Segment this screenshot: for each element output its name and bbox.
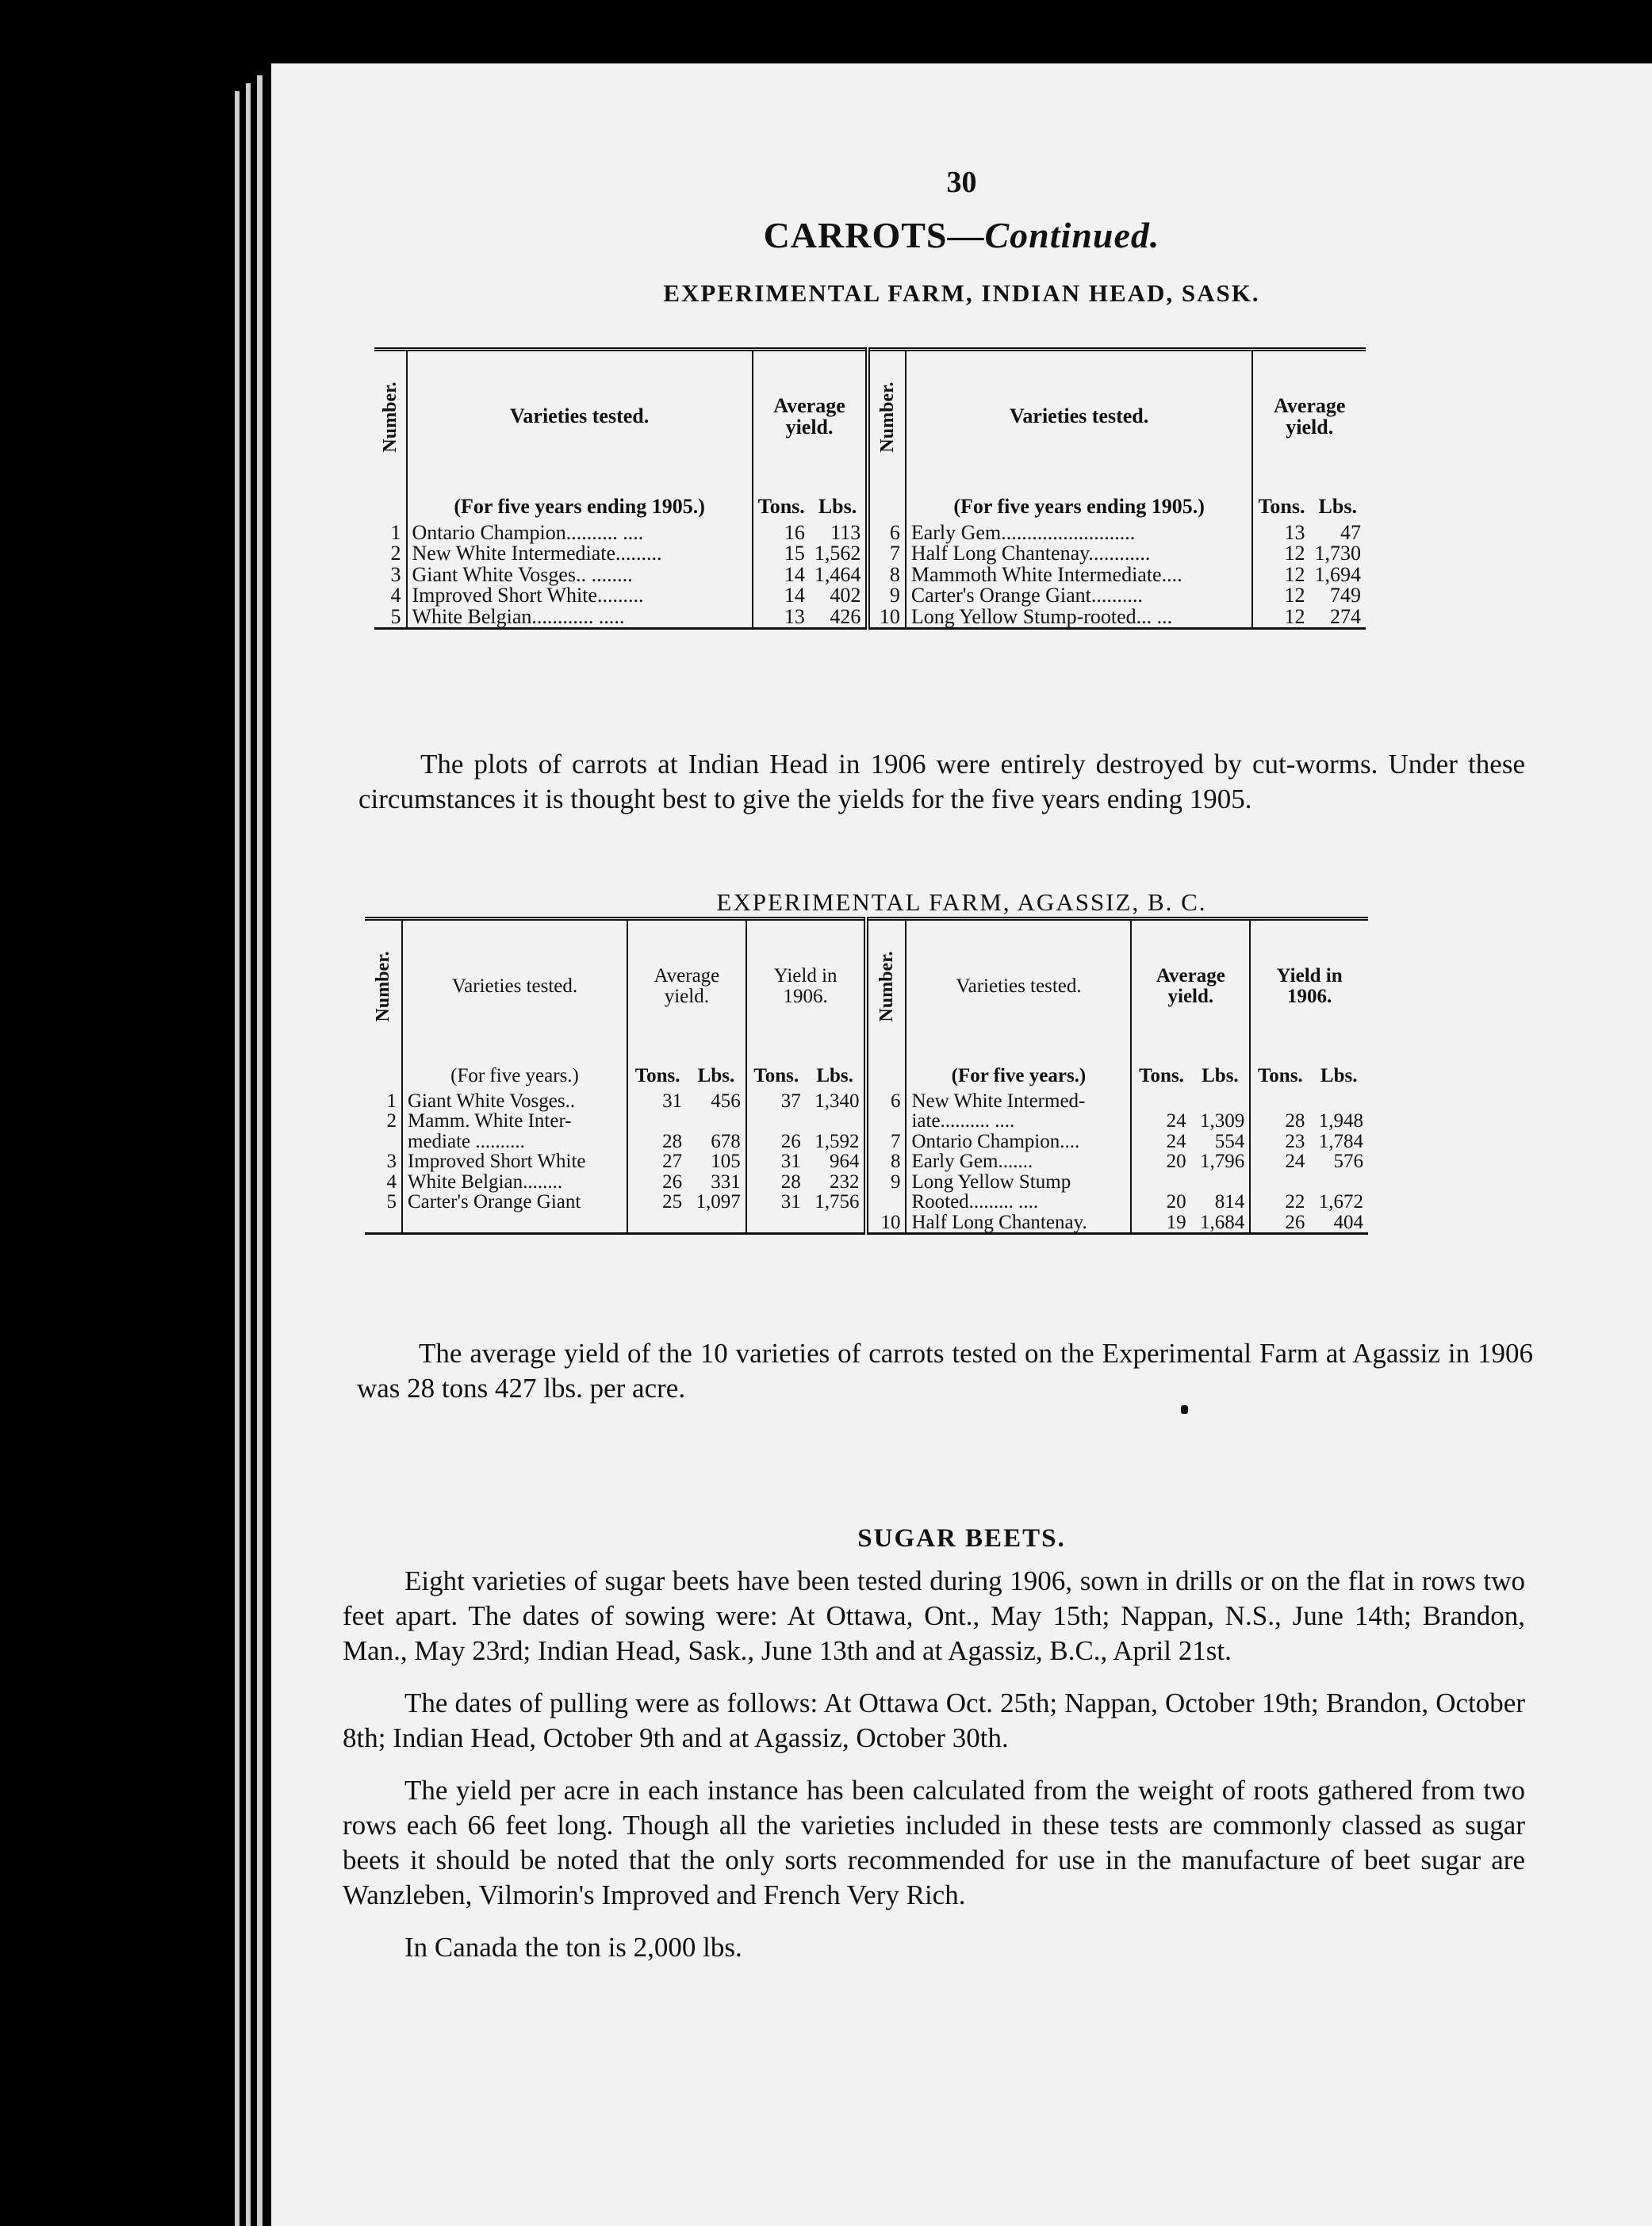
avg-tons: 31 <box>627 1091 687 1112</box>
tons-value: 14 <box>753 565 810 586</box>
variety-name: Mamm. White Inter- <box>402 1111 627 1132</box>
column-header-number: Number. <box>868 350 906 483</box>
table-row <box>365 1111 1368 1132</box>
agassiz-note: The average yield of the 10 varieties of carrots tested on the Experimental Farm at Agassiz in 1906 was 28 tons 427 lbs. per acre. <box>357 1338 1533 1404</box>
row-number: 7 <box>866 1132 906 1152</box>
page-edge <box>235 91 240 2226</box>
variety-name: Giant White Vosges.. ........ <box>407 565 753 586</box>
row-number: 10 <box>866 1213 906 1234</box>
unit-lbs: Lbs. <box>816 1065 853 1086</box>
row-number: 7 <box>868 543 906 565</box>
period-label: (For five years ending 1905.) <box>906 482 1253 523</box>
sugar-beets-title: SUGAR BEETS. <box>857 1524 1066 1553</box>
row-number: 8 <box>866 1151 906 1172</box>
column-header-number: Number. <box>379 381 401 453</box>
blank-cell <box>687 1213 746 1234</box>
period-label: (For five years ending 1905.) <box>407 482 753 523</box>
tons-value: 16 <box>753 523 810 544</box>
column-header-varieties: Varieties tested. <box>906 919 1131 1052</box>
tons-value: 12 <box>1252 585 1309 607</box>
row-number: 5 <box>390 604 401 628</box>
tons-value: 13 <box>753 607 810 629</box>
column-header-average-yield: Average yield. <box>627 919 746 1052</box>
blank-cell <box>868 482 906 523</box>
tons-value: 14 <box>753 585 810 607</box>
title-main: CARROTS— <box>763 215 985 255</box>
sugar-beets-body <box>343 1564 1525 1965</box>
variety-name: Giant White Vosges.. <box>402 1091 627 1112</box>
y1906-lbs: 232 <box>829 1170 860 1193</box>
avg-lbs: 1,097 <box>696 1191 741 1213</box>
indian-head-note: The plots of carrots at Indian Head in 1906 were entirely destroyed by cut-worms. Under these circumstances it is thought best to give the yields for the five years ending 1905. <box>358 749 1525 814</box>
row-number: 4 <box>386 1170 397 1193</box>
paragraph: The yield per acre in each instance has been calculated from the weight of roots gathered from two rows each 66 feet long. Though all the varieties included in these tests are commonly classed as sugar beets it should be noted that the only sorts recommended for use in the manufacture of beet sugar are Wanzleben, Vilmorin's Improved and French Very Rich. <box>343 1775 1525 1910</box>
y1906-lbs: 1,756 <box>815 1191 860 1213</box>
avg-tons <box>1131 1091 1190 1112</box>
blank-cell <box>806 1213 867 1234</box>
variety-name: Long Yellow Stump <box>906 1172 1131 1193</box>
unit-lbs: Lbs. <box>1320 1065 1358 1086</box>
avg-lbs <box>687 1111 746 1132</box>
lbs-value: 749 <box>1330 584 1361 607</box>
y1906-lbs <box>1309 1172 1368 1193</box>
row-number <box>866 1192 906 1213</box>
unit-tons: Tons. <box>746 1052 806 1091</box>
column-header-varieties: Varieties tested. <box>402 919 627 1052</box>
unit-lbs: Lbs. <box>1318 495 1357 518</box>
column-header-varieties: Varieties tested. <box>407 350 753 483</box>
row-number: 4 <box>390 584 401 607</box>
speck <box>1181 1405 1188 1414</box>
y1906-lbs <box>1309 1091 1368 1112</box>
table-row <box>365 1151 1368 1172</box>
title-continued: Continued. <box>984 215 1160 255</box>
column-header-average-yield: Average yield. <box>1252 350 1366 483</box>
tons-value: 12 <box>1252 565 1309 586</box>
y1906-tons: 31 <box>746 1192 806 1213</box>
tons-value: 12 <box>1252 543 1309 565</box>
avg-lbs <box>1191 1172 1251 1193</box>
blank-cell <box>365 1052 402 1091</box>
y1906-tons: 28 <box>746 1172 806 1193</box>
period-label: (For five years.) <box>402 1052 627 1091</box>
document-page <box>271 63 1652 2226</box>
avg-tons <box>1131 1172 1190 1193</box>
avg-tons: 26 <box>627 1172 687 1193</box>
section-heading-indian-head: EXPERIMENTAL FARM, INDIAN HEAD, SASK. <box>663 279 1260 307</box>
avg-lbs: 678 <box>711 1130 741 1152</box>
column-header-number: Number. <box>372 950 393 1022</box>
y1906-tons: 23 <box>1250 1132 1309 1152</box>
table-row <box>365 1091 1368 1112</box>
tons-value: 15 <box>753 543 810 565</box>
unit-tons: Tons. <box>1252 482 1309 523</box>
paragraph: The dates of pulling were as follows: At Ottawa Oct. 25th; Nappan, October 19th; Brandon, October 8th; Indian Head, October 9th and at Agassiz, October 30th. <box>343 1688 1525 1753</box>
y1906-lbs: 576 <box>1333 1151 1363 1172</box>
table-row <box>374 523 1366 544</box>
avg-tons: 20 <box>1131 1192 1190 1213</box>
row-number: 1 <box>386 1090 397 1112</box>
lbs-value: 274 <box>1330 604 1361 628</box>
variety-name: White Belgian........ <box>402 1172 627 1193</box>
variety-name: Long Yellow Stump-rooted... ... <box>906 607 1253 629</box>
y1906-lbs: 1,948 <box>1318 1110 1363 1132</box>
row-number: 3 <box>390 562 401 586</box>
period-label: (For five years.) <box>906 1052 1131 1091</box>
row-number: 6 <box>868 523 906 544</box>
avg-lbs: 554 <box>1214 1130 1245 1152</box>
variety-name: Improved Short White <box>402 1151 627 1172</box>
lbs-value: 1,694 <box>1314 562 1361 586</box>
y1906-tons: 31 <box>746 1151 806 1172</box>
blank-cell <box>866 1052 906 1091</box>
y1906-lbs: 404 <box>1333 1211 1363 1233</box>
y1906-lbs <box>806 1111 867 1132</box>
table-row <box>374 607 1366 629</box>
row-number: 2 <box>386 1110 397 1132</box>
column-header-yield-1906: Yield in 1906. <box>1250 919 1368 1052</box>
row-number: 3 <box>386 1151 397 1172</box>
page-title <box>271 214 1652 256</box>
row-number: 8 <box>868 565 906 586</box>
column-header-average-yield: Average yield. <box>753 350 868 483</box>
variety-name: Early Gem....... <box>906 1151 1131 1172</box>
y1906-tons: 37 <box>746 1091 806 1112</box>
lbs-value: 1,562 <box>814 542 861 565</box>
avg-lbs: 1,796 <box>1199 1151 1245 1172</box>
page-edge <box>257 75 263 2226</box>
y1906-tons: 22 <box>1250 1192 1309 1213</box>
avg-tons: 24 <box>1131 1111 1190 1132</box>
lbs-value: 113 <box>830 520 861 544</box>
section-heading-agassiz: EXPERIMENTAL FARM, AGASSIZ, B. C. <box>716 888 1207 916</box>
avg-lbs: 814 <box>1214 1191 1245 1213</box>
y1906-tons <box>746 1111 806 1132</box>
variety-name: Carter's Orange Giant.......... <box>906 585 1253 607</box>
avg-lbs <box>1191 1091 1251 1112</box>
y1906-tons <box>1250 1091 1309 1112</box>
y1906-lbs: 1,784 <box>1318 1130 1363 1152</box>
avg-tons: 19 <box>1131 1213 1190 1234</box>
tons-value: 13 <box>1252 523 1309 544</box>
table-row <box>365 1172 1368 1193</box>
variety-name: White Belgian............ ..... <box>407 607 753 629</box>
blank-cell <box>402 1213 627 1234</box>
avg-tons: 28 <box>627 1132 687 1152</box>
avg-tons: 25 <box>627 1192 687 1213</box>
row-number: 9 <box>866 1172 906 1193</box>
variety-name: Half Long Chantenay............ <box>906 543 1253 565</box>
variety-name: Ontario Champion.... <box>906 1132 1131 1152</box>
column-header-average-yield: Average yield. <box>1131 919 1250 1052</box>
variety-name: Early Gem.......................... <box>906 523 1253 544</box>
unit-tons: Tons. <box>753 482 810 523</box>
row-number: 1 <box>390 520 401 544</box>
table-row <box>374 585 1366 607</box>
row-number: 6 <box>866 1091 906 1112</box>
row-number: 2 <box>390 542 401 565</box>
unit-lbs: Lbs. <box>697 1065 735 1086</box>
lbs-value: 426 <box>830 604 861 628</box>
paragraph: Eight varieties of sugar beets have been tested during 1906, sown in drills or on the flat in rows two feet apart. The dates of sowing were: At Ottawa, Ont., May 15th; Nappan, N.S., June 14th; Brandon, Man., May 23rd; Indian Head, Sask., June 13th and at Agassiz, B.C., April 21st. <box>343 1565 1525 1666</box>
variety-name: New White Intermed- <box>906 1091 1131 1112</box>
avg-tons: 20 <box>1131 1151 1190 1172</box>
y1906-tons: 26 <box>1250 1213 1309 1234</box>
row-number: 5 <box>386 1191 397 1213</box>
variety-name: Mammoth White Intermediate.... <box>906 565 1253 586</box>
page-number: 30 <box>946 166 977 199</box>
table-row <box>365 1192 1368 1213</box>
row-number: 9 <box>868 585 906 607</box>
unit-lbs: Lbs. <box>1202 1065 1239 1086</box>
y1906-lbs: 1,592 <box>815 1130 860 1152</box>
table-row <box>365 1132 1368 1152</box>
lbs-value: 1,730 <box>1314 542 1361 565</box>
variety-name: New White Intermediate......... <box>407 543 753 565</box>
variety-name: Half Long Chantenay. <box>906 1213 1131 1234</box>
avg-lbs: 1,684 <box>1199 1211 1245 1233</box>
y1906-tons: 28 <box>1250 1111 1309 1132</box>
column-header-number: Number. <box>866 919 906 1052</box>
column-header-varieties: Varieties tested. <box>906 350 1253 483</box>
variety-name: Rooted......... .... <box>906 1192 1131 1213</box>
indian-head-table <box>374 347 1366 630</box>
page-edge <box>246 83 251 2226</box>
table-row <box>374 543 1366 565</box>
y1906-tons: 24 <box>1250 1151 1309 1172</box>
avg-lbs: 105 <box>711 1151 741 1172</box>
unit-tons: Tons. <box>1250 1052 1309 1091</box>
row-number: 10 <box>868 607 906 629</box>
unit-lbs: Lbs. <box>818 495 857 518</box>
avg-lbs: 331 <box>711 1170 741 1193</box>
y1906-lbs: 964 <box>829 1151 860 1172</box>
variety-name: mediate .......... <box>402 1132 627 1152</box>
y1906-lbs: 1,340 <box>815 1090 860 1112</box>
variety-name: Improved Short White......... <box>407 585 753 607</box>
variety-name: Ontario Champion.......... .... <box>407 523 753 544</box>
y1906-tons: 26 <box>746 1132 806 1152</box>
paragraph: In Canada the ton is 2,000 lbs. <box>404 1932 742 1963</box>
row-number <box>866 1111 906 1132</box>
lbs-value: 47 <box>1340 520 1361 544</box>
unit-tons: Tons. <box>1131 1052 1190 1091</box>
lbs-value: 402 <box>830 584 861 607</box>
blank-cell <box>627 1213 687 1234</box>
avg-lbs: 456 <box>711 1090 741 1112</box>
y1906-lbs: 1,672 <box>1318 1191 1363 1213</box>
unit-tons: Tons. <box>627 1052 687 1091</box>
avg-tons: 27 <box>627 1151 687 1172</box>
table-row <box>365 1213 1368 1234</box>
avg-tons: 24 <box>1131 1132 1190 1152</box>
variety-name: iate.......... .... <box>906 1111 1131 1132</box>
blank-cell <box>746 1213 806 1234</box>
lbs-value: 1,464 <box>814 562 861 586</box>
tons-value: 12 <box>1252 607 1309 629</box>
variety-name: Carter's Orange Giant <box>402 1192 627 1213</box>
table-row <box>374 565 1366 586</box>
column-header-yield-1906: Yield in 1906. <box>746 919 867 1052</box>
blank-cell <box>374 482 407 523</box>
blank-cell <box>365 1213 402 1234</box>
row-number <box>365 1132 402 1152</box>
avg-lbs: 1,309 <box>1199 1110 1245 1132</box>
y1906-tons <box>1250 1172 1309 1193</box>
agassiz-table <box>365 917 1368 1235</box>
avg-tons <box>627 1111 687 1132</box>
